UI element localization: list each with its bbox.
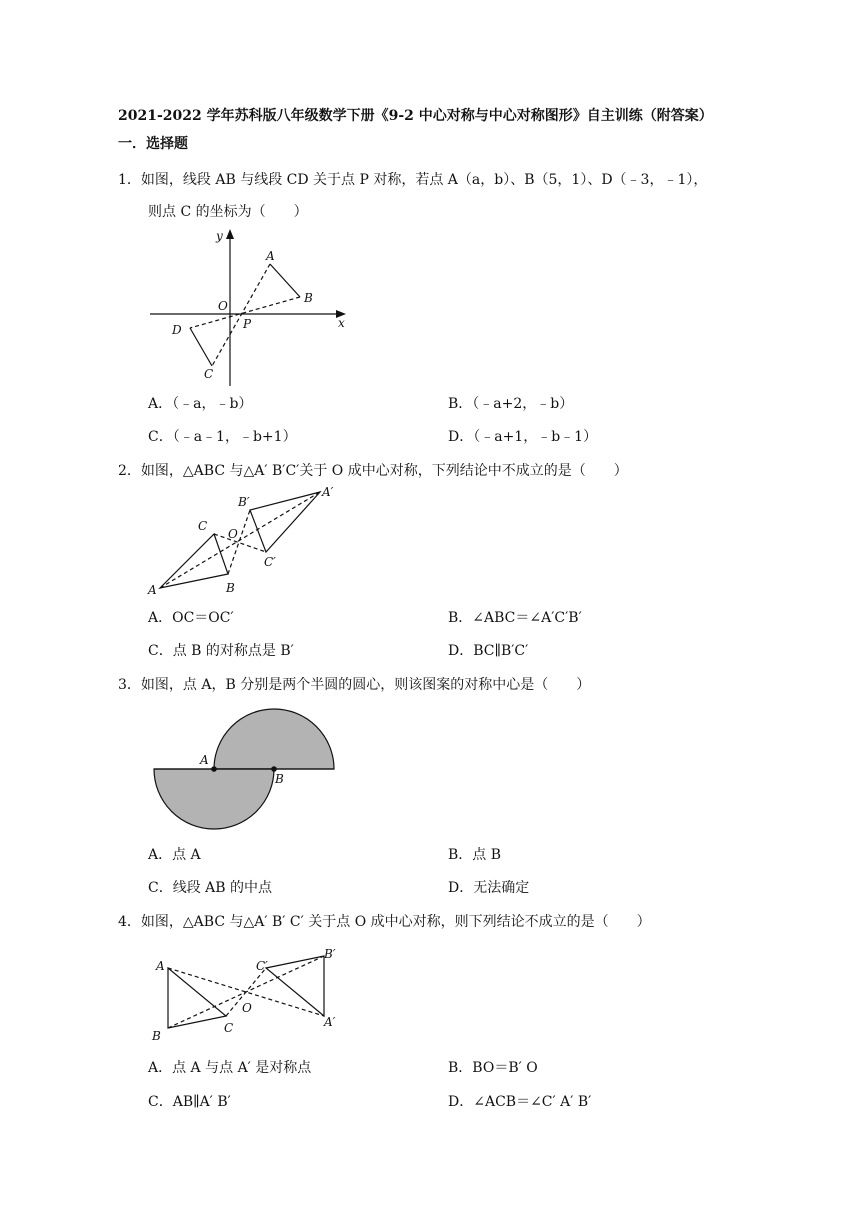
q2-option-a[interactable]: A．OC＝OC′ [148, 610, 234, 626]
label-c-prime: C′ [264, 555, 276, 569]
label-a: A [148, 583, 157, 597]
q2-figure [146, 482, 346, 598]
q1-option-d[interactable]: D．（﹣a+1，﹣b﹣1） [448, 429, 598, 445]
q1-option-c[interactable]: C．（﹣a﹣1，﹣b+1） [148, 429, 297, 445]
label-b: B [304, 291, 313, 305]
q1-stem-line2: 则点 C 的坐标为（ ） [148, 204, 308, 220]
segment-cd [190, 328, 212, 366]
q1-figure [146, 226, 366, 390]
label-x: x [338, 316, 345, 330]
lower-semicircle [154, 769, 274, 829]
y-axis-arrow [226, 229, 234, 239]
label-a-prime: A′ [322, 485, 334, 499]
segment-ac-dashed [212, 264, 270, 366]
label-p: P [243, 317, 252, 331]
label-b: B [226, 581, 235, 595]
q2-option-d[interactable]: D．BC∥B′C′ [448, 643, 529, 659]
q3-figure [150, 704, 340, 830]
q4-figure [148, 946, 348, 1046]
label-o: O [228, 527, 238, 541]
label-a-prime: A′ [324, 1015, 336, 1029]
q1-option-a[interactable]: A．（﹣a，﹣b） [148, 396, 253, 412]
q3-option-c[interactable]: C．线段 AB 的中点 [148, 880, 273, 896]
q4-option-c[interactable]: C．AB∥A′ B′ [148, 1094, 231, 1110]
label-a: A [266, 249, 275, 263]
point-b [271, 766, 277, 772]
section-heading: 一．选择题 [118, 136, 188, 152]
upper-semicircle [214, 709, 334, 769]
label-b-prime: B′ [238, 495, 250, 509]
q3-stem: 3．如图，点 A，B 分别是两个半圆的圆心，则该图案的对称中心是（ ） [118, 677, 591, 693]
q4-option-a[interactable]: A．点 A 与点 A′ 是对称点 [148, 1060, 312, 1076]
triangle-abc-prime [266, 956, 324, 1016]
segment-bb-dashed [228, 510, 250, 574]
q3-option-a[interactable]: A．点 A [148, 847, 201, 863]
q1-option-b[interactable]: B．（﹣a+2，﹣b） [448, 396, 574, 412]
triangle-abc [160, 534, 228, 588]
triangle-abc-prime [250, 492, 320, 552]
point-a [211, 766, 217, 772]
label-c: C [198, 519, 208, 533]
label-o: O [242, 1001, 252, 1015]
label-y: y [216, 229, 223, 243]
label-c-prime: C′ [256, 959, 268, 973]
label-c: C [204, 367, 214, 381]
label-b-prime: B′ [324, 947, 336, 961]
q2-option-c[interactable]: C．点 B 的对称点是 B′ [148, 643, 294, 659]
label-a: A [156, 959, 165, 973]
q3-option-b[interactable]: B．点 B [448, 847, 502, 863]
document-title: 2021-2022 学年苏科版八年级数学下册《9-2 中心对称与中心对称图形》自主训练（附答案） [118, 108, 713, 124]
q3-option-d[interactable]: D．无法确定 [448, 880, 530, 896]
q4-option-b[interactable]: B．BO＝B′ O [448, 1060, 538, 1076]
q4-option-d[interactable]: D．∠ACB＝∠C′ A′ B′ [448, 1094, 592, 1110]
label-c: C [224, 1021, 234, 1035]
segment-cc-dashed [214, 534, 266, 552]
label-o: O [218, 299, 228, 313]
label-b: B [152, 1029, 161, 1043]
q4-stem: 4．如图，△ABC 与△A′ B′ C′ 关于点 O 成中心对称，则下列结论不成立的是（ ） [118, 914, 651, 930]
label-b: B [275, 772, 284, 786]
q2-option-b[interactable]: B．∠ABC＝∠A′C′B′ [448, 610, 582, 626]
label-a: A [200, 753, 209, 767]
q1-stem-line1: 1．如图，线段 AB 与线段 CD 关于点 P 对称，若点 A（a，b）、B（5，1）、D（﹣3，﹣1）， [118, 172, 708, 188]
q2-stem: 2．如图，△ABC 与△A′ B′C′关于 O 成中心对称，下列结论中不成立的是（ ） [118, 463, 628, 479]
label-d: D [172, 323, 182, 337]
segment-ab [270, 264, 300, 297]
